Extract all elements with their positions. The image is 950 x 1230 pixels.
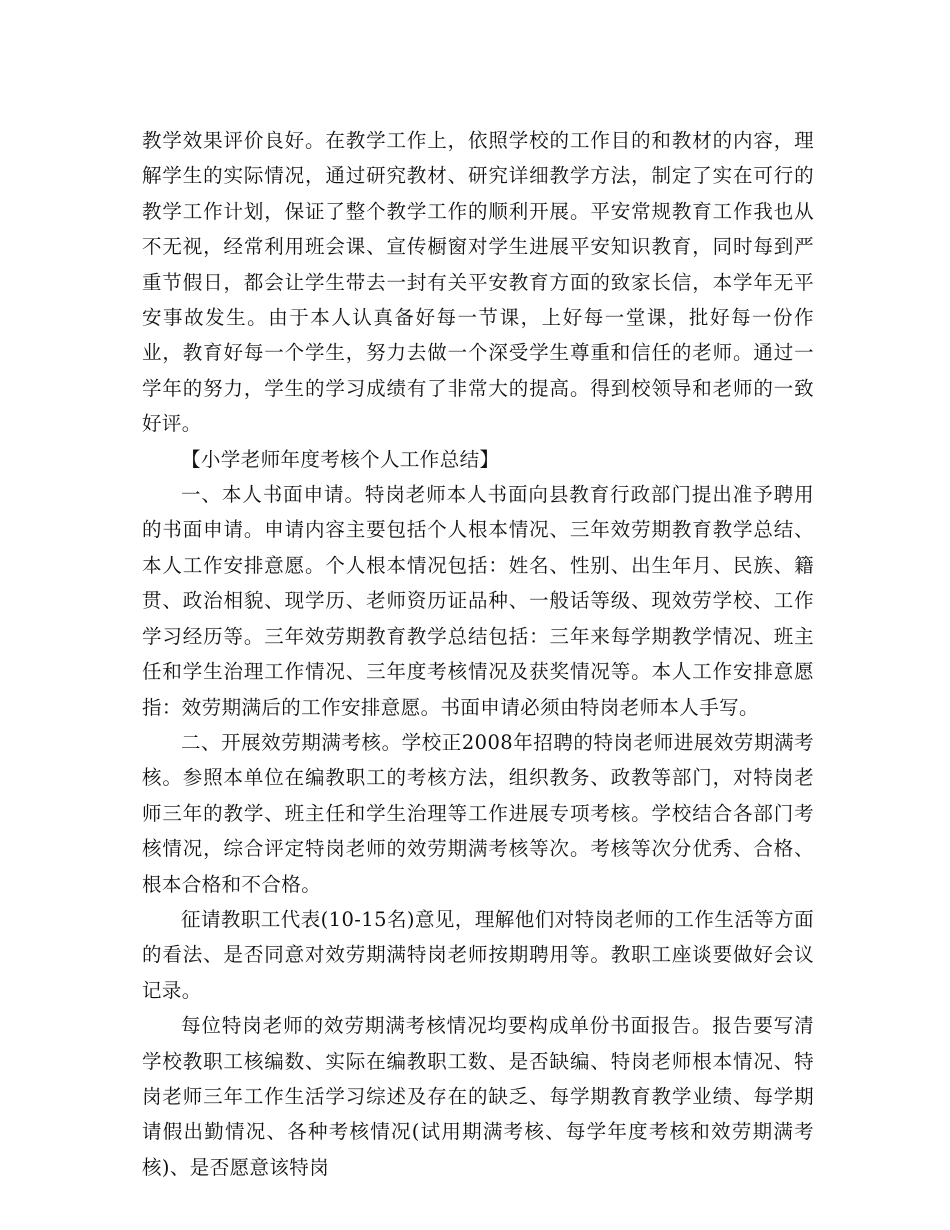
paragraph-written-application: 一、本人书面申请。特岗老师本人书面向县教育行政部门提出准予聘用的书面申请。申请内容主要包括个人根本情况、三年效劳期教育教学总结、本人工作安排意愿。个人根本情况包括：姓名、性别、出生年月、民族、籍贯、政治相貌、现学历、老师资历证品种、一般话等级、现效劳学校、工作学习经历等。三年效劳期教育教学总结包括：三年来每学期教学情况、班主任和学生治理工作情况、三年度考核情况及获奖情况等。本人工作安排意愿指：效劳期满后的工作安排意愿。书面申请必须由特岗老师本人手写。: [142, 483, 814, 719]
paragraph-evaluation: 教学效果评价良好。在教学工作上，依照学校的工作目的和教材的内容，理解学生的实际情况，通过研究教材、研究详细教学方法，制定了实在可行的教学工作计划，保证了整个教学工作的顺利开展。平安常规教育工作我也从不无视，经常利用班会课、宣传橱窗对学生进展平安知识教育，同时每到严重节假日，都会让学生带去一封有关平安教育方面的致家长信，本学年无平安事故发生。由于本人认真备好每一节课，上好每一堂课，批好每一份作业，教育好每一个学生，努力去做一个深受学生尊重和信任的老师。通过一学年的努力，学生的学习成绩有了非常大的提高。得到校领导和老师的一致好评。: [142, 129, 814, 436]
paragraph-staff-opinions: 征请教职工代表(10-15名)意见，理解他们对特岗老师的工作生活等方面的看法、是否同意对效劳期满特岗老师按期聘用等。教职工座谈要做好会议记录。: [142, 907, 814, 1002]
paragraph-written-report: 每位特岗老师的效劳期满考核情况均要构成单份书面报告。报告要写清学校教职工核编数、实际在编教职工数、是否缺编、特岗老师根本情况、特岗老师三年工作生活学习综述及存在的缺乏、每学期教育教学业绩、每学期请假出勤情况、各种考核情况(试用期满考核、每学年度考核和效劳期满考核)、是否愿意该特岗: [142, 1014, 814, 1179]
document-body: [142, 123, 814, 1185]
paragraph-service-assessment: 二、开展效劳期满考核。学校正2008年招聘的特岗老师进展效劳期满考核。参照本单位在编教职工的考核方法，组织教务、政教等部门，对特岗老师三年的教学、班主任和学生治理等工作进展专项考核。学校结合各部门考核情况，综合评定特岗老师的效劳期满考核等次。考核等次分优秀、合格、根本合格和不合格。: [142, 730, 814, 896]
section-heading: 【小学老师年度考核个人工作总结】: [181, 447, 500, 471]
